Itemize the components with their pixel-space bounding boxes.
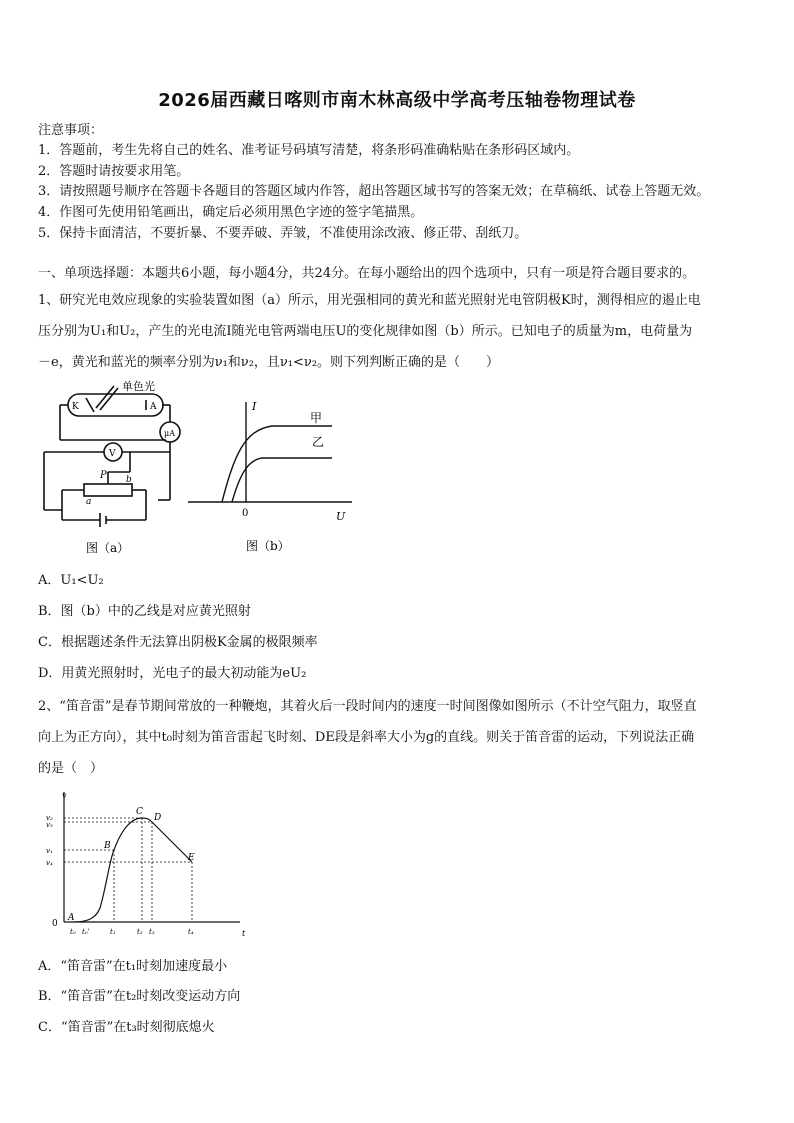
section-heading: 一、单项选择题：本题共6小题，每小题4分，共24分。在每小题给出的四个选项中，只有一项是符合题目要求的。 (38, 266, 696, 281)
page-title: 2026届西藏日喀则市南木林高级中学高考压轴卷物理试卷 (158, 90, 636, 111)
label-cathode: K (72, 402, 79, 412)
label-slider: P (100, 470, 107, 481)
question-1-stem: －e，黄光和蓝光的频率分别为ν₁和ν₂，且ν₁<ν₂。则下列判断正确的是（ ） (38, 355, 500, 370)
question-1-option: D．用黄光照射时，光电子的最大初动能为eU₂ (38, 666, 307, 681)
point-D: D (154, 813, 162, 823)
label-t0-prime: t₀' (82, 928, 90, 936)
figure-vt-graph (40, 788, 250, 938)
phototube (68, 394, 163, 416)
question-2-option: C．“笛音雷”在t₃时刻彻底熄火 (38, 1020, 215, 1035)
notice-item: 1．答题前，考生先将自己的姓名、准考证号码填写清楚，将条形码准确粘贴在条形码区域内。 (38, 143, 580, 158)
vt-curve (74, 818, 192, 922)
label-v: v (62, 791, 67, 800)
notice-item: 5．保持卡面清洁，不要折暴、不要弄破、弄皱，不准使用涂改液、修正带、刮纸刀。 (38, 226, 528, 241)
label-t1: t₁ (110, 928, 116, 936)
label-v3: v₃ (46, 821, 53, 829)
label-yi: 乙 (312, 435, 325, 449)
label-light: 单色光 (122, 380, 155, 393)
curve-yi (232, 458, 332, 502)
question-2-stem: 向上为正方向），其中t₀时刻为笛音雷起飞时刻、DE段是斜率大小为g的直线。则关于笛音雷的运动，下列说法正确 (38, 730, 695, 745)
question-1-option: C．根据题述条件无法算出阴极K金属的极限频率 (38, 635, 318, 650)
figure-b-iu-graph (182, 396, 362, 556)
label-t2: t₂ (137, 928, 143, 936)
question-2-stem: 2、“笛音雷”是春节期间常放的一种鞭炮，其着火后一段时间内的速度一时间图像如图所示（不计空气阻力，取竖直 (38, 699, 697, 714)
label-v4: v₄ (46, 859, 53, 867)
label-origin: 0 (242, 508, 249, 519)
label-microammeter: μA (164, 429, 175, 438)
label-t0: t₀ (70, 928, 76, 936)
question-2-option: B．“笛音雷”在t₂时刻改变运动方向 (38, 989, 241, 1004)
question-2-stem: 的是（ ） (38, 761, 104, 776)
label-t: t (242, 929, 246, 938)
point-E: E (188, 853, 195, 863)
label-jia: 甲 (310, 411, 323, 425)
rheostat (84, 484, 132, 496)
label-U: U (336, 510, 346, 523)
notice-item: 2．答题时请按要求用笔。 (38, 164, 190, 179)
label-end-a: a (86, 497, 92, 507)
label-v2: v₂ (46, 814, 53, 822)
point-C: C (136, 807, 143, 817)
label-I: I (252, 400, 257, 413)
label-origin: 0 (52, 919, 58, 929)
label-anode: A (150, 402, 157, 412)
question-1-stem: 1、研究光电效应现象的实验装置如图（a）所示，用光强相同的黄光和蓝光照射光电管阴极K时，测得相应的遏止电 (38, 293, 701, 308)
notice-item: 3．请按照题号顺序在答题卡各题目的答题区域内作答，超出答题区域书写的答案无效；在草稿纸、试卷上答题无效。 (38, 184, 710, 199)
notice-heading: 注意事项： (38, 123, 104, 138)
point-B: B (104, 841, 111, 851)
figure-a-circuit (38, 380, 188, 560)
question-1-option: A．U₁<U₂ (38, 573, 104, 588)
question-2-option: A．“笛音雷”在t₁时刻加速度最小 (38, 959, 228, 974)
question-1-option: B．图（b）中的乙线是对应黄光照射 (38, 604, 251, 619)
notice-item: 4．作图可先使用铅笔画出，确定后必须用黑色字迹的签字笔描黑。 (38, 205, 424, 220)
figure-b-caption: 图（b） (246, 539, 290, 553)
label-t4: t₄ (188, 928, 194, 936)
label-t3: t₃ (149, 928, 155, 936)
question-1-stem: 压分别为U₁和U₂，产生的光电流I随光电管两端电压U的变化规律如图（b）所示。已知电子的质量为m，电荷量为 (38, 324, 693, 339)
label-voltmeter: V (109, 449, 116, 459)
point-A: A (68, 913, 75, 923)
label-v1: v₁ (46, 847, 53, 855)
figure-a-caption: 图（a） (86, 541, 130, 555)
label-end-b: b (126, 475, 132, 485)
